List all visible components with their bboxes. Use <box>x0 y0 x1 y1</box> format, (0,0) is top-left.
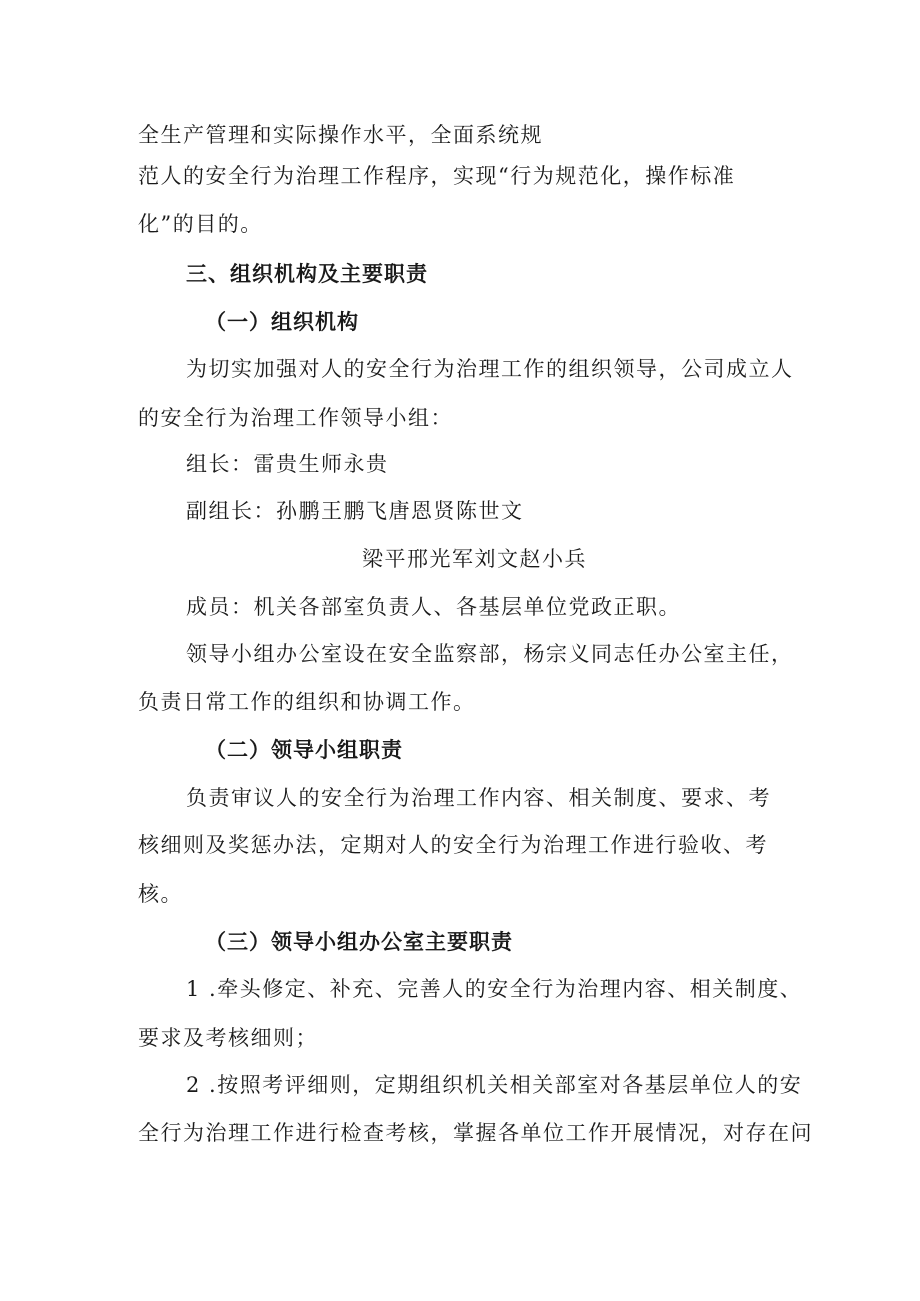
office-line-1: 领导小组办公室设在安全监察部，杨宗义同志任办公室主任， <box>186 642 794 666</box>
leader-line: 组长：雷贵生师永贵 <box>186 452 389 476</box>
section-heading-3: 三、组织机构及主要职责 <box>186 262 428 286</box>
paragraph-1-line-2: 范人的安全行为治理工作程序，实现“行为规范化，操作标准 <box>138 164 736 188</box>
office-line-2: 负责日常工作的组织和协调工作。 <box>138 690 476 714</box>
members-line: 成员：机关各部室负责人、各基层单位党政正职。 <box>186 595 681 619</box>
item-2-line-1: 2 .按照考评细则，定期组织机关相关部室对各基层单位人的安 <box>186 1073 803 1097</box>
subsection-heading-duties: （二）领导小组职责 <box>205 738 403 762</box>
paragraph-1-line-3: 化”的目的。 <box>138 212 263 236</box>
subsection-heading-office-duties: （三）领导小组办公室主要职责 <box>205 930 513 954</box>
paragraph-2-line-2: 的安全行为治理工作领导小组： <box>138 406 453 430</box>
paragraph-2-line-1: 为切实加强对人的安全行为治理工作的组织领导，公司成立人 <box>186 357 794 381</box>
deputy-leader-line-2: 梁平邢光军刘文赵小兵 <box>362 547 587 571</box>
item-1-line-1: 1 .牵头修定、补充、完善人的安全行为治理内容、相关制度、 <box>186 977 803 1001</box>
duty-line-3: 核。 <box>138 882 183 906</box>
deputy-leader-line-1: 副组长：孙鹏王鹏飞唐恩贤陈世文 <box>186 499 524 523</box>
duty-line-1: 负责审议人的安全行为治理工作内容、相关制度、要求、考 <box>186 786 771 810</box>
subsection-heading-organization: （一）组织机构 <box>205 310 359 334</box>
item-1-line-2: 要求及考核细则； <box>138 1026 318 1050</box>
paragraph-1-line-1: 全生产管理和实际操作水平，全面系统规 <box>138 123 543 147</box>
item-2-line-2: 全行为治理工作进行检查考核，掌握各单位工作开展情况，对存在问 <box>138 1121 813 1145</box>
duty-line-2: 核细则及奖惩办法，定期对人的安全行为治理工作进行验收、考 <box>138 833 768 857</box>
